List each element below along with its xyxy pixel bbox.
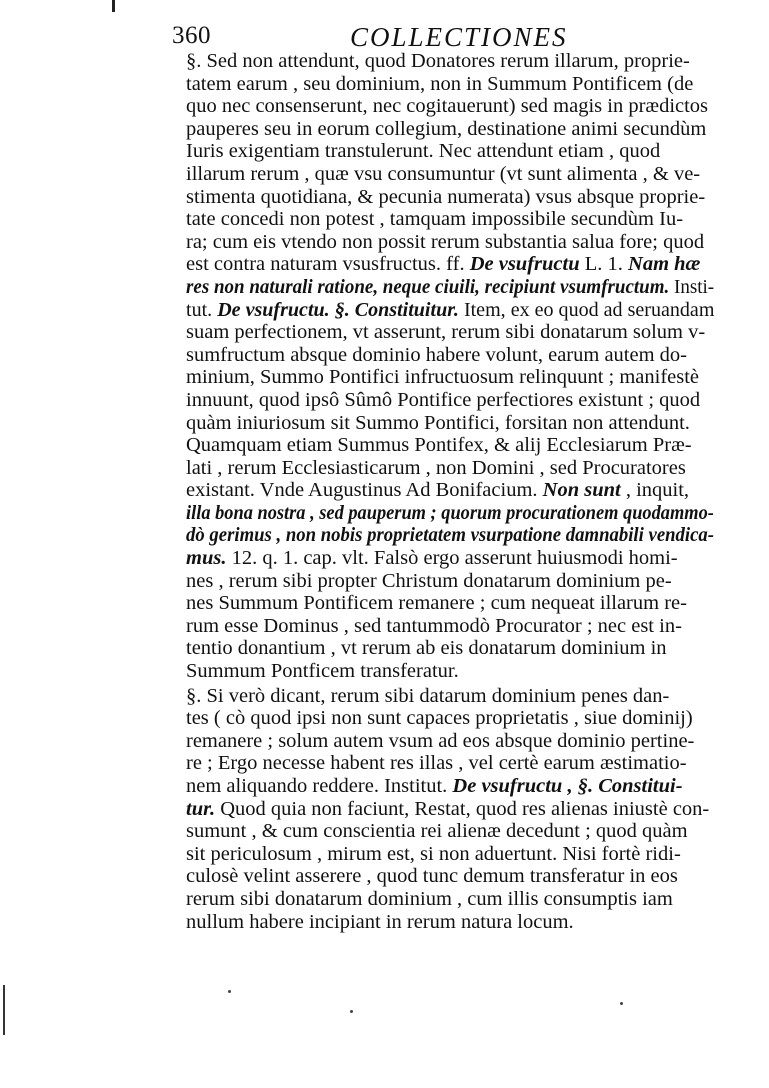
text-segment: lati , rerum Ecclesiasticarum , non Domini , sed Procuratores — [186, 456, 686, 479]
text-segment: rerum sibi donatarum dominium , cum illis consumptis iam — [186, 887, 673, 910]
text-line — [186, 253, 714, 276]
text-segment: est contra naturam vsusfructus. ff. — [186, 253, 470, 276]
text-segment: tentio donantium , vt rerum ab eis donatarum dominium in — [186, 637, 667, 660]
text-segment: sumfructum absque dominio habere volunt, earum autem do- — [186, 343, 687, 366]
italic-citation: De vsufructu. §. Constituitur. — [217, 298, 459, 321]
text-segment: quo nec consenserunt, nec cogitauerunt) sed magis in prædictos — [186, 95, 709, 118]
text-line — [186, 118, 714, 141]
text-segment: illarum rerum , quæ vsu consumuntur (vt sunt alimenta , & ve- — [186, 162, 701, 185]
text-line — [186, 95, 714, 118]
italic-citation: illa bona nostra , sed pauperum ; quorum procurationem quodammo- — [186, 501, 714, 524]
text-segment: nem aliquando reddere. Institut. — [186, 775, 453, 797]
text-segment: 12. q. 1. cap. vlt. Falsò ergo asserunt huiusmodi homi- — [226, 547, 678, 570]
text-segment: L. 1. — [579, 253, 629, 276]
text-line — [186, 843, 714, 866]
ink-speck — [350, 1010, 353, 1013]
text-segment: nullum habere incipiant in rerum natura locum. — [186, 910, 574, 933]
body-text — [186, 50, 714, 933]
text-line — [186, 524, 715, 547]
italic-citation: mus. — [186, 547, 227, 570]
text-line — [186, 888, 714, 911]
italic-citation: dò gerimus , non nobis proprietatem vsurpatione damnabili vendica- — [186, 524, 715, 547]
text-segment: existant. Vnde Augustinus Ad Bonifacium. — [186, 479, 543, 502]
text-line — [186, 231, 714, 254]
text-line — [186, 820, 714, 843]
ink-speck — [620, 1002, 623, 1005]
text-line — [186, 660, 714, 683]
italic-citation: Nam hæ — [628, 253, 701, 276]
text-line — [186, 389, 714, 412]
text-line — [186, 730, 714, 753]
italic-citation: res non naturali ratione, neque ciuili, recipiunt vsumfructum. — [186, 275, 670, 298]
text-line — [186, 707, 714, 730]
ink-speck — [228, 990, 231, 993]
text-line — [186, 186, 714, 209]
text-segment: minium, Summo Pontifici infructuosum relinquunt ; manifestè — [186, 366, 700, 389]
text-line — [186, 366, 714, 389]
italic-citation: De vsufructu — [469, 253, 580, 276]
text-segment: culosè velint asserere , quod tunc demum transferatur in eos — [186, 865, 678, 888]
text-line — [186, 615, 714, 638]
text-line — [186, 911, 714, 934]
text-line — [186, 570, 714, 593]
margin-mark — [112, 0, 115, 12]
text-segment: nes , rerum sibi propter Christum donatarum dominium pe- — [186, 569, 672, 592]
text-line — [186, 775, 714, 798]
text-line — [186, 140, 714, 163]
italic-citation: Non sunt — [542, 479, 621, 502]
running-title: COLLECTIONES — [350, 22, 568, 52]
text-segment: ra; cum eis vtendo non possit rerum substantia salua fore; quod — [186, 230, 705, 253]
text-line — [186, 275, 715, 299]
text-segment: suam perfectionem, vt asserunt, rerum sibi donatarum solum v- — [186, 321, 706, 344]
text-segment: Iuris exigentiam transtulerunt. Nec attendunt etiam , quod — [186, 140, 661, 163]
text-segment: Item, ex eo quod ad seruandam — [458, 298, 715, 321]
text-line — [186, 434, 714, 457]
text-line — [186, 547, 714, 570]
text-segment: rum esse Dominus , sed tantummodò Procurator ; nec est in- — [186, 614, 682, 637]
text-segment: sumunt , & cum conscientia rei alienæ decedunt ; quod quàm — [186, 820, 688, 843]
text-segment: stimenta quotidiana, & pecunia numerata) vsus absque proprie- — [186, 185, 706, 208]
text-line — [186, 412, 714, 435]
text-line — [186, 592, 714, 615]
text-segment: tatem earum , seu dominium, non in Summum Pontificem (de — [186, 72, 694, 95]
italic-citation: De vsufructu , §. Constitui- — [452, 775, 683, 797]
text-segment: tut. — [186, 298, 218, 321]
text-segment: innuunt, quod ipsô Sûmô Pontifice perfectiores existunt ; quod — [186, 388, 701, 411]
text-segment: re ; Ergo necesse habent res illas , vel certè earum æstimatio- — [186, 752, 687, 775]
text-segment: §. Sed non attendunt, quod Donatores rerum illarum, proprie- — [186, 50, 690, 72]
text-segment: , inquit, — [620, 479, 690, 502]
text-line — [186, 479, 714, 502]
text-line — [186, 344, 714, 367]
text-segment: Quod quia non faciunt, Restat, quod res alienas iniustè con- — [215, 797, 710, 820]
text-segment: tes ( cò quod ipsi non sunt capaces proprietatis , siue dominij) — [186, 707, 693, 730]
text-line — [186, 637, 714, 660]
text-segment: quàm iniuriosum sit Summo Pontifici, forsitan non attendunt. — [186, 411, 690, 434]
text-line — [186, 457, 714, 480]
text-segment: Quamquam etiam Summus Pontifex, & alij Ecclesiarum Præ- — [186, 434, 692, 457]
page-header — [172, 22, 612, 52]
text-segment: sit periculosum , mirum est, si non aduertunt. Nisi fortè ridi- — [186, 842, 681, 865]
margin-rule — [3, 985, 5, 1035]
text-segment: §. Si verò dicant, rerum sibi datarum dominium penes dan- — [186, 684, 670, 707]
text-line — [186, 50, 714, 73]
text-line — [186, 298, 715, 322]
text-line — [186, 798, 714, 821]
text-line — [186, 865, 714, 888]
text-segment: Insti- — [669, 275, 715, 298]
text-segment: pauperes seu in eorum collegium, destinatione animi secundùm — [186, 117, 707, 140]
text-line — [186, 73, 714, 96]
text-segment: tate concedi non potest , tamquam impossibile secundùm Iu- — [186, 208, 684, 231]
text-segment: nes Summum Pontificem remanere ; cum nequeat illarum re- — [186, 592, 687, 615]
page-number: 360 — [172, 22, 211, 49]
text-segment: remanere ; solum autem vsum ad eos absque dominio pertine- — [186, 729, 695, 752]
text-line — [186, 163, 714, 186]
text-line — [186, 752, 714, 775]
text-line — [186, 501, 714, 525]
text-line — [186, 321, 714, 344]
text-line — [186, 685, 714, 708]
text-line — [186, 208, 714, 231]
text-segment: Summum Pontficem transferatur. — [186, 660, 459, 683]
italic-citation: tur. — [186, 797, 216, 820]
